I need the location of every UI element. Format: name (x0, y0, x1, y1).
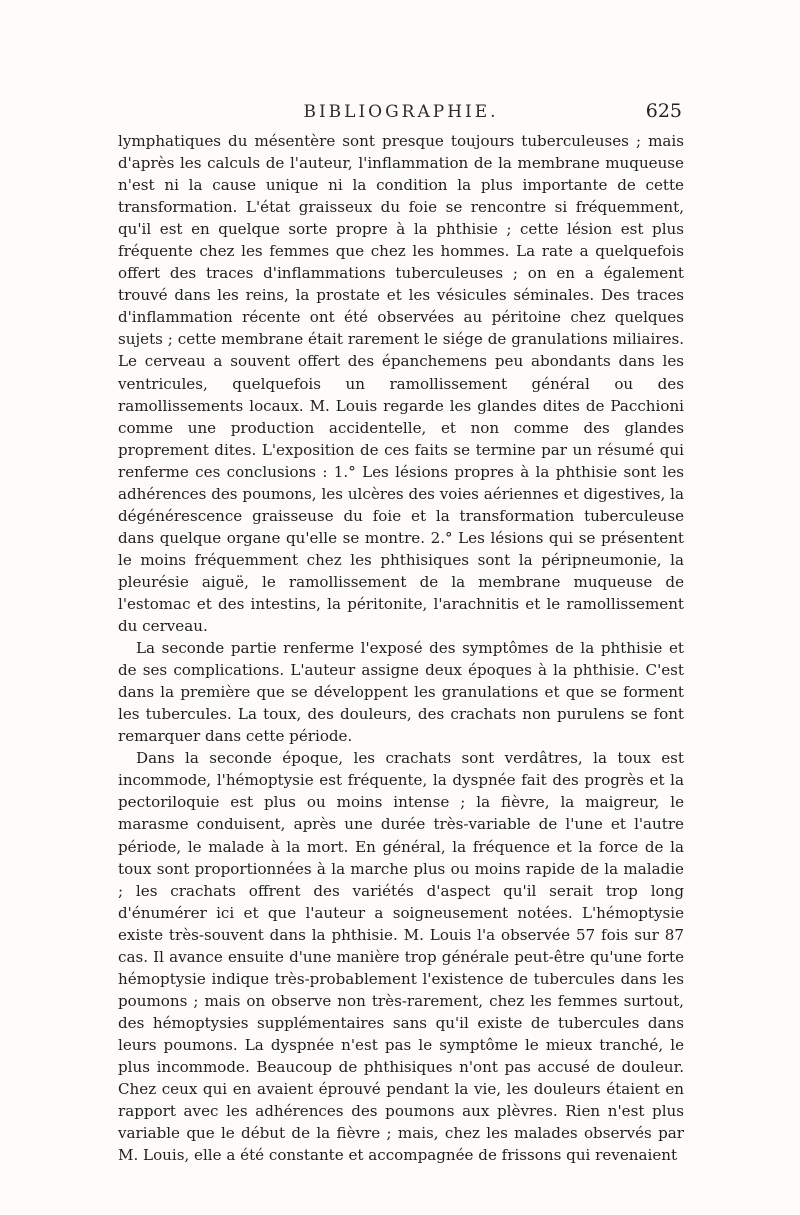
page-number: 625 (645, 100, 682, 122)
paragraph-continuation: lymphatiques du mésentère sont presque toujours tuberculeuses ; mais d'après les calculs de l'auteur, l'inflammation de la membrane muqueuse n'est ni la cause unique ni la condition la plus importante de cette transformation. L'état graisseux du foie se rencontre si fréquemment, qu'il est en quelque sorte propre à la phthisie ; cette lésion est plus fréquente chez les femmes que chez les hommes. La rate a quelquefois offert des traces d'inflammations tuberculeuses ; on en a également trouvé dans les reins, la prostate et les vésicules séminales. Des traces d'inflammation récente ont été observées au péritoine chez quelques sujets ; cette membrane était rarement le siége de granulations miliaires. Le cerveau a souvent offert des épanchemens peu abondants dans les ventricules, quelquefois un ramollissement général ou des ramollissements locaux. M. Louis regarde les glandes dites de Pacchioni comme une production accidentelle, et non comme des glandes proprement dites. L'exposition de ces faits se termine par un résumé qui renferme ces conclusions : 1.° Les lésions propres à la phthisie sont les adhérences des poumons, les ulcères des voies aériennes et digestives, la dégénérescence graisseuse du foie et la transformation tuberculeuse dans quelque organe qu'elle se montre. 2.° Les lésions qui se présentent le moins fréquemment chez les phthisiques sont la péripneumonie, la pleurésie aiguë, le ramollissement de la membrane muqueuse de l'estomac et des intestins, la péritonite, l'arachnitis et le ramollissement du cerveau. (118, 132, 684, 636)
running-title: BIBLIOGRAPHIE. (303, 102, 499, 122)
body-text (118, 130, 684, 1166)
paragraph-second-part: La seconde partie renferme l'exposé des symptômes de la phthisie et de ses complications. L'auteur assigne deux époques à la phthisie. C'est dans la première que se développent les granulations et que se forment les tubercules. La toux, des douleurs, des crachats non purulens se font remarquer dans cette période. (118, 639, 684, 746)
page-header (118, 100, 684, 130)
paragraph-second-epoch: Dans la seconde époque, les crachats sont verdâtres, la toux est incommode, l'hémoptysie est fréquente, la dyspnée fait des progrès et la pectoriloquie est plus ou moins intense ; la fièvre, la maigreur, le marasme conduisent, après une durée très-variable de l'une et l'autre période, le malade à la mort. En général, la fréquence et la force de la toux sont proportionnées à la marche plus ou moins rapide de la maladie ; les crachats offrent des variétés d'aspect qu'il serait trop long d'énumérer ici et que l'auteur a soigneusement notées. L'hémoptysie existe très-souvent dans la phthisie. M. Louis l'a observée 57 fois sur 87 cas. Il avance ensuite d'une manière trop générale peut-être qu'une forte hémoptysie indique très-probablement l'existence de tubercules dans les poumons ; mais on observe non très-rarement, chez les femmes surtout, des hémoptysies supplémentaires sans qu'il existe de tubercules dans leurs poumons. La dyspnée n'est pas le symptôme le mieux tranché, le plus incommode. Beaucoup de phthisiques n'ont pas accusé de douleur. Chez ceux qui en avaient éprouvé pendant la vie, les douleurs étaient en rapport avec les adhérences des poumons aux plèvres. Rien n'est plus variable que le début de la fièvre ; mais, chez les malades observés par M. Louis, elle a été constante et accompagnée de frissons qui revenaient (118, 749, 684, 1165)
